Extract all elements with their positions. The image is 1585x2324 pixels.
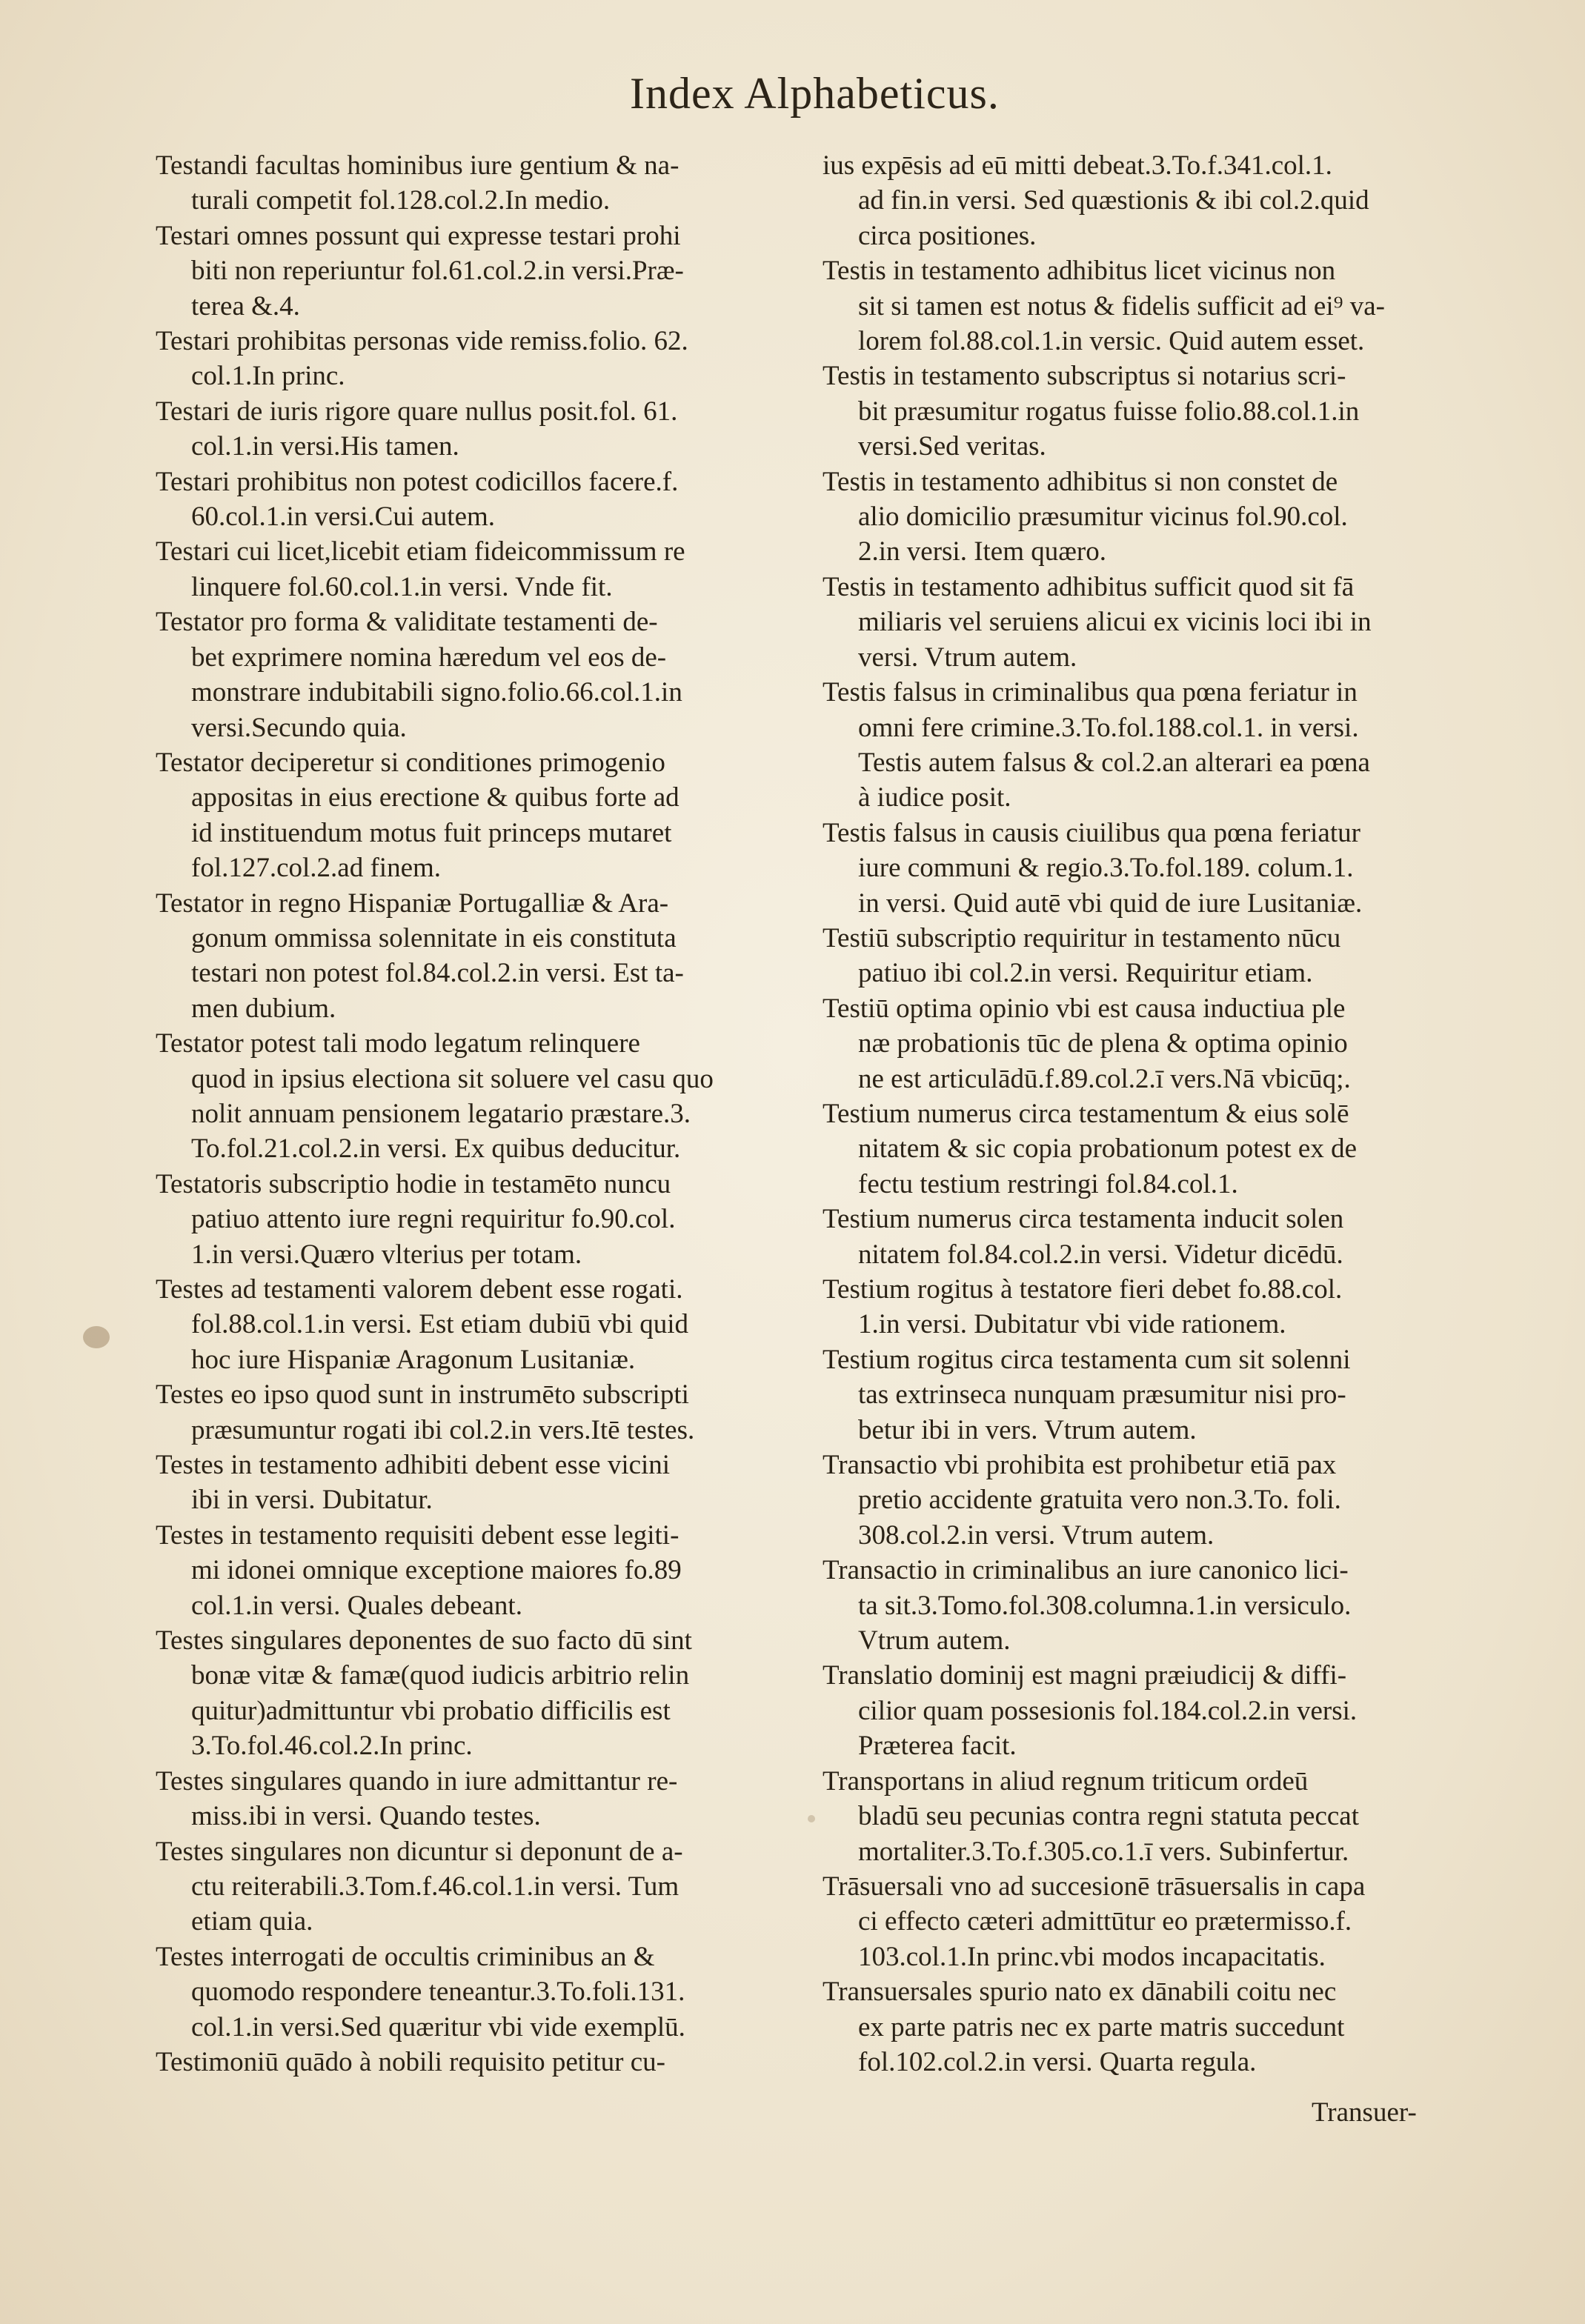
index-entry-continuation: men dubium. [191,993,336,1024]
index-entry-headline: Testandi facultas hominibus iure gentium & na- [156,150,679,181]
index-entry [156,394,815,465]
index-entry [823,816,1482,921]
index-entry [823,1272,1482,1342]
index-entry-continuation: testari non potest fol.84.col.2.in versi. Est ta- [191,958,684,989]
index-entry-continuation: bit præsumitur rogatus fuisse folio.88.col.1.in [858,396,1360,427]
index-entry [156,2045,815,2080]
index-entry-continuation: versi.Secundo quia. [191,712,407,743]
index-entry-headline: Testatoris subscriptio hodie in testamēto nuncu [156,1168,671,1199]
running-head: Index Alphabeticus. [630,69,1000,118]
index-entry-headline: Testes singulares non dicuntur si deponunt de a- [156,1836,683,1867]
index-entry [156,1518,815,1623]
index-entry-continuation: linquere fol.60.col.1.in versi. Vnde fit. [191,571,613,602]
index-entry [156,465,815,535]
index-entry-continuation: betur ibi in vers. Vtrum autem. [858,1414,1197,1445]
index-entry-continuation: lorem fol.88.col.1.in versic. Quid autem esset. [858,326,1365,357]
index-entry-continuation: monstrare indubitabili signo.folio.66.col.1.in [191,677,682,708]
index-entry-continuation: 103.col.1.In princ.vbi modos incapacitatis. [858,1941,1326,1972]
index-entry-continuation: 1.in versi.Quæro vlterius per totam. [191,1239,582,1270]
index-entry [823,1869,1482,1974]
index-entry [156,886,815,1027]
index-entry-continuation: fol.88.col.1.in versi. Est etiam dubiū vbi quid [191,1309,689,1340]
index-entry [823,1202,1482,1272]
index-entry [823,465,1482,570]
index-entry-continuation: fectu testium restringi fol.84.col.1. [858,1168,1238,1199]
index-entry-continuation: 2.in versi. Item quæro. [858,536,1107,567]
index-entry-continuation: appositas in eius erectione & quibus forte ad [191,782,679,813]
index-entry-continuation: Testis autem falsus & col.2.an alterari ea pœna [858,747,1370,778]
index-entry-continuation: quomodo respondere teneantur.3.To.foli.131. [191,1977,685,2008]
index-entry-continuation: fol.102.col.2.in versi. Quarta regula. [858,2046,1257,2077]
index-entry-continuation: næ probationis tūc de plena & optima opinio [858,1028,1348,1059]
index-entry-continuation: terea &.4. [191,290,300,322]
index-entry [823,570,1482,675]
index-entry-headline: Testator deciperetur si conditiones primogenio [156,747,665,778]
index-entry [823,148,1482,253]
index-entry-continuation: bonæ vitæ & famæ(quod iudicis arbitrio relin [191,1660,690,1691]
index-entry [156,534,815,605]
index-entry-headline: Testes in testamento requisiti debent esse legiti- [156,1519,679,1551]
index-entry-continuation: 3.To.fol.46.col.2.In princ. [191,1731,473,1762]
index-entry-continuation: præsumuntur rogati ibi col.2.in vers.Itē testes. [191,1414,695,1445]
index-entry-continuation: ibi in versi. Dubitatur. [191,1485,433,1516]
index-entry-continuation: ex parte patris nec ex parte matris succedunt [858,2011,1345,2042]
index-entry-continuation: sit si tamen est notus & fidelis sufficit ad ei⁹ va- [858,290,1385,322]
index-entry-continuation: cilior quam possesionis fol.184.col.2.in versi. [858,1695,1358,1726]
index-entry-continuation: in versi. Quid autē vbi quid de iure Lusitaniæ. [858,888,1363,919]
index-entry-headline: Testium rogitus circa testamenta cum sit solenni [823,1344,1351,1375]
index-entry-continuation: etiam quia. [191,1906,313,1937]
index-entry-headline: Testis in testamento adhibitus si non constet de [823,466,1338,497]
index-entry-continuation: 308.col.2.in versi. Vtrum autem. [858,1519,1214,1551]
index-entry-continuation: pretio accidente gratuita vero non.3.To. foli. [858,1485,1341,1516]
index-entry-headline: Testium rogitus à testatore fieri debet fo.88.col. [823,1274,1343,1305]
index-entry [156,1026,815,1167]
index-entry [156,1834,815,1940]
index-entry-continuation: ctu reiterabili.3.Tom.f.46.col.1.in versi. Tum [191,1871,679,1902]
index-entry-continuation: nitatem fol.84.col.2.in versi. Videtur dicēdū. [858,1239,1343,1270]
index-entry-headline: Testis in testamento adhibitus sufficit quod sit fā [823,571,1355,602]
index-entry-headline: Testimoniū quādo à nobili requisito petitur cu- [156,2046,665,2077]
index-entry [156,605,815,745]
index-entry-headline: Testari prohibitus non potest codicillos facere.f. [156,466,679,497]
index-entry-headline: Testes singulares deponentes de suo facto dū sint [156,1625,692,1657]
index-entry-headline: Testes eo ipso quod sunt in instrumēto subscripti [156,1379,689,1411]
index-entry [156,1940,815,2045]
index-entry-continuation: tas extrinseca nunquam præsumitur nisi pro- [858,1379,1346,1411]
index-entry-continuation: hoc iure Hispaniæ Aragonum Lusitaniæ. [191,1344,636,1375]
right-column [823,148,1482,2080]
index-entry-headline: Testis in testamento subscriptus si notarius scri- [823,361,1346,392]
index-entry-continuation: ne est articulādū.f.89.col.2.ī vers.Nā vbicūq;. [858,1063,1351,1094]
index-entry [823,921,1482,991]
index-entry [156,219,815,324]
index-entry [156,1623,815,1764]
index-entry [823,1764,1482,1869]
index-entry [156,745,815,886]
index-entry-headline: Testiū subscriptio requiritur in testamento nūcu [823,922,1341,953]
index-entry-continuation: nolit annuam pensionem legatario præstare.3. [191,1098,691,1129]
index-entry-headline: Testiū optima opinio vbi est causa inductiua ple [823,993,1346,1024]
index-entry-headline: Translatio dominij est magni præiudicij & diffi- [823,1660,1347,1691]
index-entry-continuation: quitur)admittuntur vbi probatio difficilis est [191,1695,671,1726]
index-entry [156,148,815,219]
index-entry-headline: Testari de iuris rigore quare nullus posit.fol. 61. [156,396,678,427]
index-entry-headline: Testari omnes possunt qui expresse testari prohi [156,220,681,251]
index-entry [823,1342,1482,1448]
index-entry-continuation: omni fere crimine.3.To.fol.188.col.1. in versi. [858,712,1359,743]
index-entry-continuation: col.1.In princ. [191,361,345,392]
index-entry-continuation: ta sit.3.Tomo.fol.308.columna.1.in versiculo. [858,1590,1352,1621]
index-entry-continuation: bet exprimere nomina hæredum vel eos de- [191,642,667,673]
index-entry-headline: Testari cui licet,licebit etiam fideicommissum re [156,536,685,567]
index-entry-continuation: à iudice posit. [858,782,1011,813]
index-entry-continuation: versi. Vtrum autem. [858,642,1077,673]
index-entry-headline: ius expēsis ad eū mitti debeat.3.To.f.341.col.1. [823,150,1332,181]
index-entry-headline: Testium numerus circa testamenta inducit solen [823,1204,1344,1235]
index-entry-continuation: To.fol.21.col.2.in versi. Ex quibus deducitur. [191,1133,681,1165]
index-entry-continuation: col.1.in versi.Sed quæritur vbi vide exemplū. [191,2011,685,2042]
index-entry-continuation: alio domicilio præsumitur vicinus fol.90.col. [858,502,1348,533]
index-entry-headline: Testes ad testamenti valorem debent esse rogati. [156,1274,683,1305]
index-entry-continuation: quod in ipsius electiona sit soluere vel casu quo [191,1063,714,1094]
index-entry-headline: Testator potest tali modo legatum relinquere [156,1028,640,1059]
index-entry [823,359,1482,464]
index-entry-continuation: miss.ibi in versi. Quando testes. [191,1801,541,1832]
index-entry-headline: Transactio in criminalibus an iure canonico lici- [823,1555,1349,1586]
index-entry-continuation: patiuo attento iure regni requiritur fo.90.col. [191,1204,676,1235]
index-entry [156,1272,815,1377]
index-entry [823,1974,1482,2080]
index-entry-continuation: Vtrum autem. [858,1625,1011,1657]
index-entry-headline: Trāsuersali vno ad succesionē trāsuersalis in capa [823,1871,1366,1902]
index-entry [156,1167,815,1272]
index-entry-continuation: 60.col.1.in versi.Cui autem. [191,502,496,533]
index-entry-headline: Testis in testamento adhibitus licet vicinus non [823,256,1336,287]
index-entry-headline: Testator pro forma & validitate testamenti de- [156,607,658,638]
index-entry-continuation: 1.in versi. Dubitatur vbi vide rationem. [858,1309,1286,1340]
index-entry-continuation: col.1.in versi.His tamen. [191,431,459,462]
index-entry [156,1377,815,1448]
index-entry-continuation: nitatem & sic copia probationum potest ex de [858,1133,1358,1165]
index-entry-continuation: gonum ommissa solennitate in eis constituta [191,922,677,953]
index-entry [156,1764,815,1834]
catchword: Transuer- [1312,2097,1417,2128]
index-entry-headline: Testium numerus circa testamentum & eius solē [823,1098,1349,1129]
index-entry-continuation: miliaris vel seruiens alicui ex vicinis loci ibi in [858,607,1372,638]
index-entry [823,991,1482,1096]
index-entry-continuation: Præterea facit. [858,1731,1017,1762]
ink-stain [83,1326,110,1348]
index-entry-continuation: biti non reperiuntur fol.61.col.2.in versi.Præ- [191,256,684,287]
index-entry [156,1448,815,1518]
index-entry-headline: Testis falsus in causis ciuilibus qua pœna feriatur [823,817,1360,848]
index-entry-headline: Transportans in aliud regnum triticum ordeū [823,1765,1309,1797]
index-entry [823,1096,1482,1202]
index-entry-continuation: mi idonei omnique exceptione maiores fo.89 [191,1555,682,1586]
index-entry-headline: Testes in testamento adhibiti debent esse vicini [156,1450,671,1481]
index-entry-headline: Testari prohibitas personas vide remiss.folio. 62. [156,326,688,357]
index-entry [823,1658,1482,1763]
index-entry [156,324,815,394]
index-entry [823,253,1482,359]
index-entry-continuation: versi.Sed veritas. [858,431,1046,462]
index-entry-continuation: id instituendum motus fuit princeps mutaret [191,817,672,848]
index-entry-headline: Testes singulares quando in iure admittantur re- [156,1765,678,1797]
index-entry-continuation: iure communi & regio.3.To.fol.189. colum.1. [858,853,1354,884]
index-entry-continuation: turali competit fol.128.col.2.In medio. [191,185,611,216]
index-entry-continuation: mortaliter.3.To.f.305.co.1.ī vers. Subinfertur. [858,1836,1349,1867]
index-entry-continuation: col.1.in versi. Quales debeant. [191,1590,522,1621]
index-entry-headline: Testis falsus in criminalibus qua pœna feriatur in [823,677,1358,708]
index-entry [823,1448,1482,1553]
index-entry-headline: Transactio vbi prohibita est prohibetur etiā pax [823,1450,1337,1481]
index-entry-headline: Testator in regno Hispaniæ Portugalliæ & Ara- [156,888,669,919]
index-entry-continuation: ad fin.in versi. Sed quæstionis & ibi col.2.quid [858,185,1369,216]
index-entry-headline: Transuersales spurio nato ex dānabili coitu nec [823,1977,1337,2008]
index-entry-continuation: bladū seu pecunias contra regni statuta peccat [858,1801,1359,1832]
index-entry [823,675,1482,816]
index-entry-continuation: fol.127.col.2.ad finem. [191,853,442,884]
index-entry-continuation: patiuo ibi col.2.in versi. Requiritur etiam. [858,958,1313,989]
left-column [156,148,815,2080]
index-entry [823,1553,1482,1658]
index-entry-continuation: ci effecto cæteri admittūtur eo prætermisso.f. [858,1906,1352,1937]
index-entry-headline: Testes interrogati de occultis criminibus an & [156,1941,655,1972]
index-entry-continuation: circa positiones. [858,220,1037,251]
